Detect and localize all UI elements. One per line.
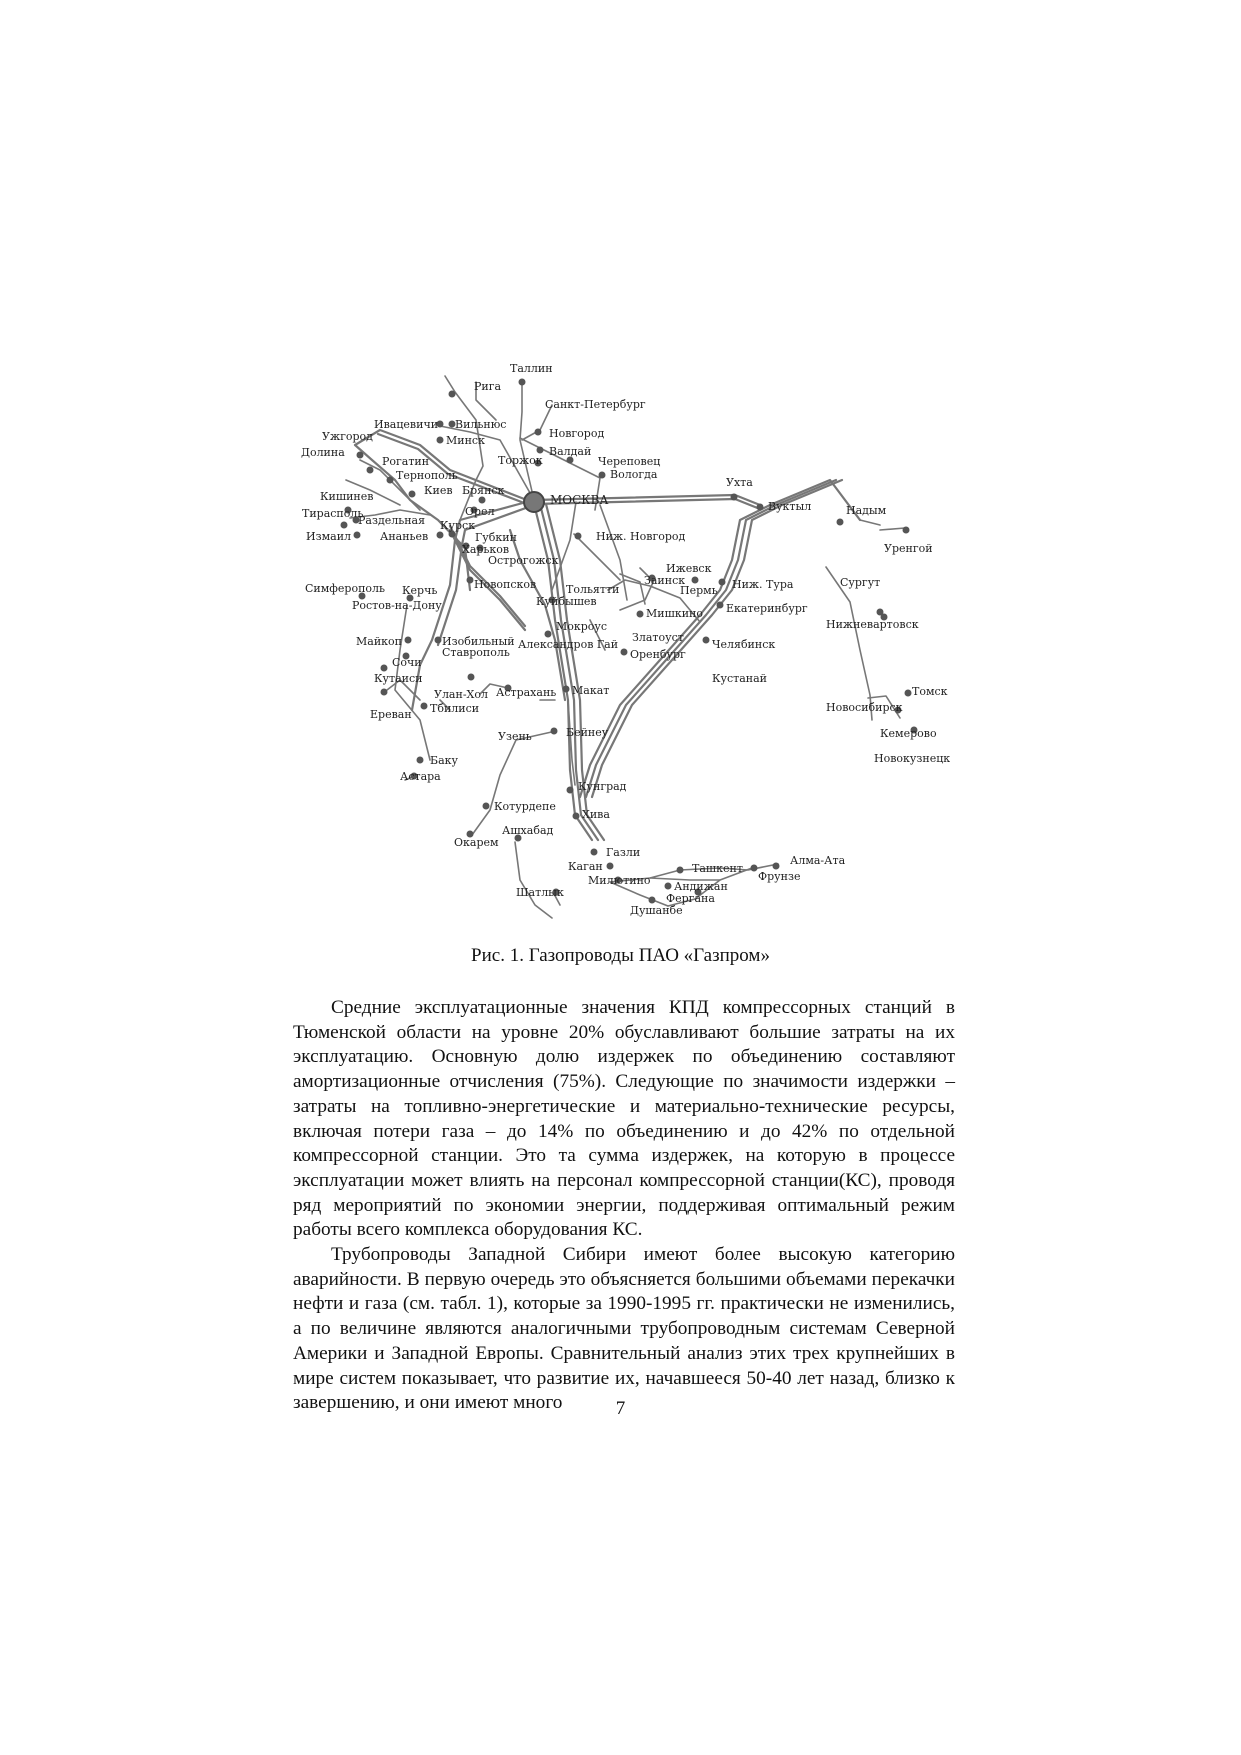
city-label: Новосибирск <box>826 701 903 714</box>
city-label: Мишкино <box>646 607 703 620</box>
city-label: Керчь <box>402 584 438 597</box>
city-label: Ужгород <box>322 430 373 443</box>
city-label: Златоуст <box>632 631 684 644</box>
city-label: Астрахань <box>496 686 557 699</box>
city-label: Новопсков <box>474 578 537 591</box>
city-label: Каган <box>568 860 603 873</box>
city-label: Шатлык <box>516 886 564 899</box>
city-label: Изобильный <box>442 635 515 648</box>
city-label: Симферополь <box>305 582 386 595</box>
city-label: Оренбург <box>630 648 686 661</box>
city-label: Заинск <box>644 574 686 587</box>
city-label: Измаил <box>306 530 352 543</box>
city-label: Уренгой <box>884 542 933 555</box>
city-label: Губкин <box>475 531 517 544</box>
city-label: Астара <box>400 770 441 783</box>
city-label: Острогожск <box>488 554 559 567</box>
page-number: 7 <box>615 1398 626 1419</box>
city-label: Майкоп <box>356 635 402 648</box>
city-label: Валдай <box>549 445 592 458</box>
city-label: Сочи <box>392 656 422 669</box>
city-label: Таллин <box>510 362 553 375</box>
city-label: Пермь <box>680 584 718 597</box>
city-label: Улан-Хол <box>434 688 488 701</box>
figure-caption: Рис. 1. Газопроводы ПАО «Газпром» <box>471 945 770 966</box>
city-label: Вуктыл <box>768 500 812 513</box>
city-label: Нижневартовск <box>826 618 919 631</box>
city-label: Екатеринбург <box>726 602 808 615</box>
city-label: Ниж. Тура <box>732 578 794 591</box>
city-label: Газли <box>606 846 641 859</box>
city-label: Ивацевичи <box>374 418 439 431</box>
city-label: Курск <box>440 519 476 532</box>
city-label: Харьков <box>462 543 510 556</box>
city-label: Ташкент <box>692 862 743 875</box>
city-label: Кемерово <box>880 727 937 740</box>
city-label: Кустанай <box>712 672 768 685</box>
paragraph: Трубопроводы Западной Сибири имеют более высокую категорию аварийности. В первую очередь это объясняется большими объемами перекачки нефти и газа (см. табл. 1), которые за 1990-1995 гг. практически не изменились, а по величине являются аналогичными трубопроводным системам Северной Америки и Западной Европы. Сравнительный анализ этих трех крупнейших в мире систем показывает, что развитие их, начавшееся 50-40 лет назад, близко к завершению, и они имеют много <box>293 1244 955 1414</box>
city-label: Ставрополь <box>442 646 510 659</box>
city-label: Тернополь <box>396 469 458 482</box>
city-label: Душанбе <box>630 904 683 917</box>
city-label: Узень <box>498 730 532 743</box>
city-labels <box>301 362 950 917</box>
city-label: Ананьев <box>380 530 429 543</box>
city-label: Куйбышев <box>536 595 597 608</box>
city-label: МОСКВА <box>550 493 609 507</box>
city-label: Ростов-на-Дону <box>352 599 442 612</box>
city-label: Вильнюс <box>455 418 507 431</box>
city-label: Рига <box>474 380 502 393</box>
city-label: Ухта <box>726 476 753 489</box>
city-label: Кишинев <box>320 490 374 503</box>
city-label: Тольятти <box>566 583 620 596</box>
city-label: Ереван <box>370 708 412 721</box>
city-label: Рогатин <box>382 455 430 468</box>
city-label: Хива <box>582 808 610 821</box>
city-label: Окарем <box>454 836 499 849</box>
city-label: Алма-Ата <box>790 854 846 867</box>
city-label: Череповец <box>598 455 661 468</box>
city-label: Бейнеу <box>566 726 609 739</box>
body-text <box>293 996 955 1416</box>
city-label: Раздельная <box>358 514 426 527</box>
city-label: Кутаиси <box>374 672 423 685</box>
city-label: Киев <box>424 484 453 497</box>
city-label: Минск <box>446 434 485 447</box>
city-label: Андижан <box>674 880 728 893</box>
city-label: Брянск <box>462 484 505 497</box>
city-label: Санкт-Петербург <box>545 398 646 411</box>
city-label: Котурдепе <box>494 800 556 813</box>
city-label: Челябинск <box>712 638 776 651</box>
city-label: Ижевск <box>666 562 712 575</box>
city-label: Орел <box>465 505 495 518</box>
city-label: Тбилиси <box>430 702 480 715</box>
city-label: Баку <box>430 754 458 767</box>
city-label: Сургут <box>840 576 881 589</box>
city-label: Долина <box>301 446 345 459</box>
city-label: Торжок <box>498 454 543 467</box>
city-label: Милютино <box>588 874 651 887</box>
city-label: Фергана <box>666 892 715 905</box>
city-label: Новгород <box>549 427 605 440</box>
city-label: Ашхабад <box>502 824 554 837</box>
city-label: Макат <box>572 684 610 697</box>
city-label: Тирасполь <box>302 507 364 520</box>
city-label: Александров Гай <box>518 638 619 651</box>
city-label: Вологда <box>610 468 658 481</box>
moscow-hub <box>524 492 544 512</box>
city-label: Кунград <box>578 780 627 793</box>
city-label: Фрунзе <box>758 870 801 883</box>
paragraph: Средние эксплуатационные значения КПД компрессорных станций в Тюменской области на уровне 20% обуславливают большие затраты на их эксплуатацию. Основную долю издержек по объединению составляют амортизационные отчисления (75%). Следующие по значимости издержки – затраты на топливно-энергетические и материально-технические ресурсы, включая потери газа – до 14% по объединению и до 42% по отдельной компрессорной станции. Это та сумма издержек, на которую в процессе эксплуатации может влиять на персонал компрессорной станции(КС), проводя ряд мероприятий по экономии энергии, поддерживая оптимальный режим работы всего комплекса оборудования КС. <box>293 997 955 1241</box>
city-label: Ниж. Новгород <box>596 530 686 543</box>
city-label: Надым <box>846 504 887 517</box>
city-label: Томск <box>912 685 948 698</box>
city-label: Мокроус <box>556 620 608 633</box>
city-label: Новокузнецк <box>874 752 951 765</box>
